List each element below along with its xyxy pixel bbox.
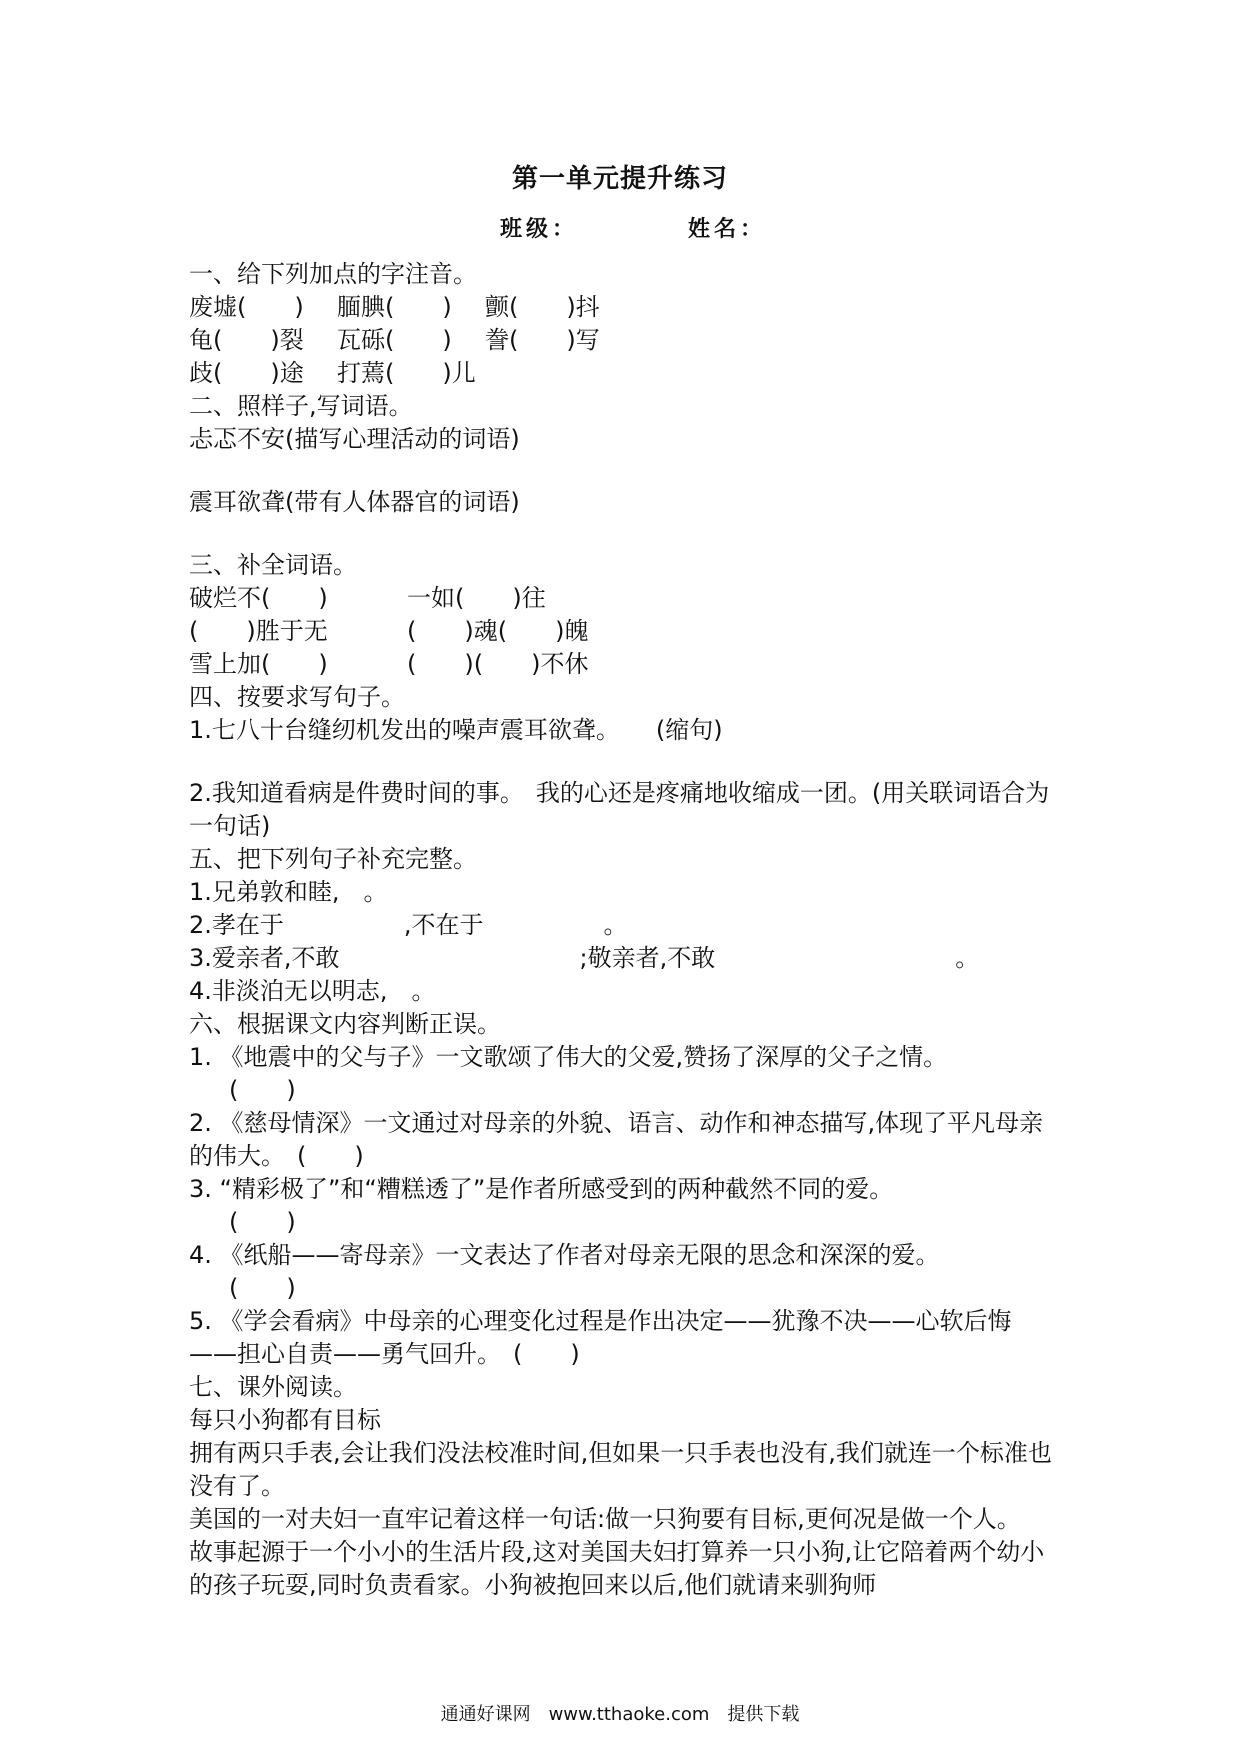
judgement-1-blank: ( ) (229, 1076, 296, 1104)
pinyin-item: 打蔫( )儿 (337, 359, 476, 387)
judgement-4-blank: ( ) (229, 1274, 296, 1302)
idiom-row-1 (189, 582, 1059, 615)
pinyin-item: 颤( )抖 (485, 293, 600, 321)
complete-sentence-4: 4.非淡泊无以明志, 。 (189, 977, 436, 1005)
word-example-2: 震耳欲聋(带有人体器官的词语) (189, 488, 520, 516)
complete-sentence-1: 1.兄弟敦和睦, 。 (189, 878, 388, 906)
judgement-5: 5. 《学会看病》中母亲的心理变化过程是作出决定——犹豫不决——心软后悔——担心自责——勇气回升。 ( ) (189, 1307, 1012, 1368)
pinyin-item: 废墟( ) (189, 293, 304, 321)
story-paragraph: 故事起源于一个小小的生活片段,这对美国夫妇打算养一只小狗,让它陪着两个幼小的孩子玩耍,同时负责看家。小狗被抱回来以后,他们就请来驯狗师 (189, 1538, 1045, 1599)
pinyin-item: 歧( )途 (189, 359, 304, 387)
idiom-item: ( )( )不休 (407, 650, 589, 678)
pinyin-row-2 (189, 324, 1059, 357)
judgement-3: 3. “精彩极了”和“糟糕透了”是作者所感受到的两种截然不同的爱。 (189, 1175, 894, 1203)
worksheet-body (189, 258, 1059, 1602)
story-title: 每只小狗都有目标 (189, 1406, 381, 1434)
idiom-item: ( )胜于无 (189, 617, 328, 645)
sentence-task-1: 1.七八十台缝纫机发出的噪声震耳欲聋。 (缩句) (189, 716, 723, 744)
name-label: 姓名： (688, 217, 767, 242)
sentence-task-2: 2.我知道看病是件费时间的事。 我的心还是疼痛地收缩成一团。(用关联词语合为一句话) (189, 779, 1050, 840)
idiom-item: 一如( )往 (407, 584, 546, 612)
idiom-row-2 (189, 615, 1059, 648)
judgement-2: 2. 《慈母情深》一文通过对母亲的外貌、语言、动作和神态描写,体现了平凡母亲的伟大。 ( ) (189, 1109, 1044, 1170)
idiom-item: 雪上加( ) (189, 650, 328, 678)
idiom-item: 破烂不( ) (189, 584, 328, 612)
judgement-1: 1. 《地震中的父与子》一文歌颂了伟大的父爱,赞扬了深厚的父子之情。 (189, 1043, 948, 1071)
section-7-heading: 七、课外阅读。 (189, 1373, 357, 1401)
idiom-row-3 (189, 648, 1059, 681)
class-label: 班级： (500, 217, 579, 242)
page-footer: 通通好课网 www.tthaoke.com 提供下载 (440, 1704, 800, 1725)
pinyin-item: 龟( )裂 (189, 326, 304, 354)
word-example-1: 忐忑不安(描写心理活动的词语) (189, 425, 520, 453)
pinyin-item: 腼腆( ) (337, 293, 452, 321)
pinyin-item: 誊( )写 (485, 326, 600, 354)
pinyin-row-3 (189, 357, 1059, 390)
pinyin-row-1 (189, 291, 1059, 324)
story-paragraph: 拥有两只手表,会让我们没法校准时间,但如果一只手表也没有,我们就连一个标准也没有了。 (189, 1439, 1052, 1500)
story-paragraph: 美国的一对夫妇一直牢记着这样一句话:做一只狗要有目标,更何况是做一个人。 (189, 1505, 1021, 1533)
section-1-heading: 一、给下列加点的字注音。 (189, 260, 477, 288)
section-6-heading: 六、根据课文内容判断正误。 (189, 1010, 501, 1038)
section-4-heading: 四、按要求写句子。 (189, 683, 405, 711)
page-title: 第一单元提升练习 (511, 164, 728, 194)
judgement-4: 4. 《纸船——寄母亲》一文表达了作者对母亲无限的思念和深深的爱。 (189, 1241, 940, 1269)
idiom-item: ( )魂( )魄 (407, 617, 589, 645)
section-5-heading: 五、把下列句子补充完整。 (189, 845, 477, 873)
student-info (500, 212, 766, 243)
pinyin-item: 瓦砾( ) (337, 326, 452, 354)
complete-sentence-2: 2.孝在于 ,不在于 。 (189, 911, 628, 939)
section-3-heading: 三、补全词语。 (189, 551, 357, 579)
complete-sentence-3: 3.爱亲者,不敢 ;敬亲者,不敢 。 (189, 944, 980, 972)
section-2-heading: 二、照样子,写词语。 (189, 392, 413, 420)
judgement-3-blank: ( ) (229, 1208, 296, 1236)
